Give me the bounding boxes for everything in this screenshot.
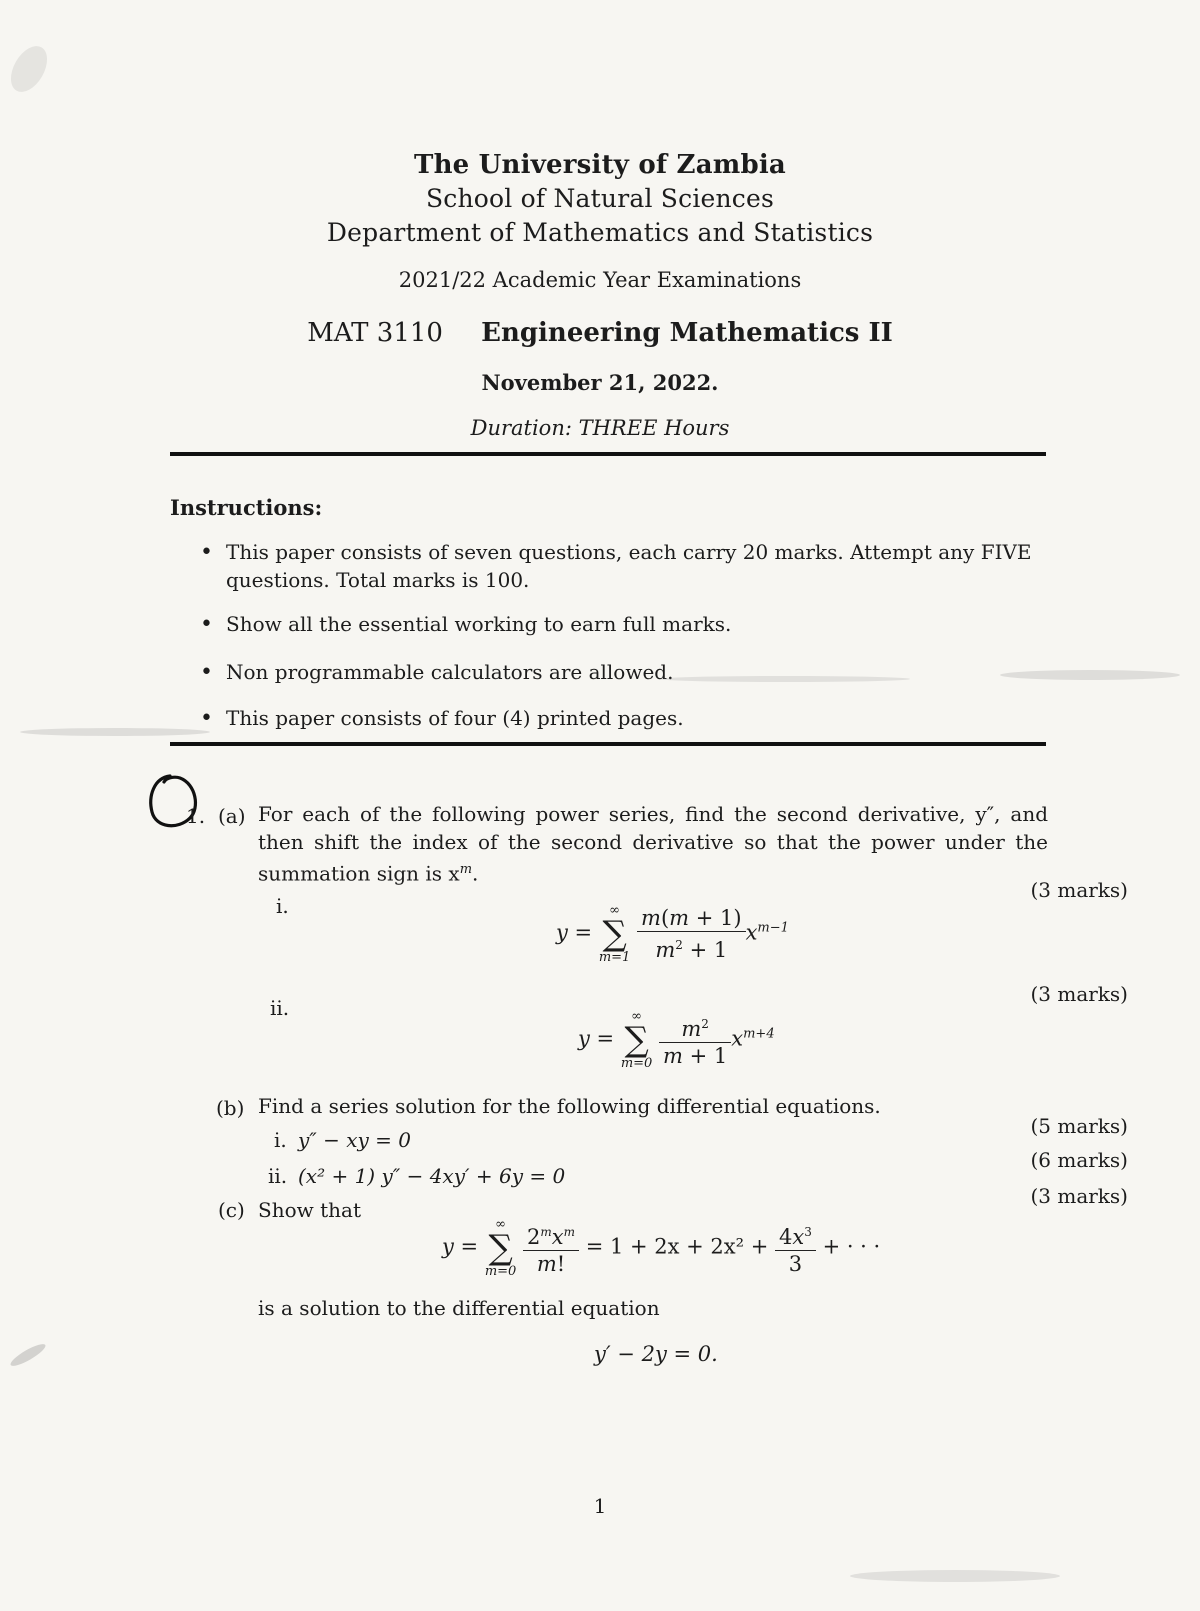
school-name: School of Natural Sciences (425, 184, 775, 213)
part-b-text: Find a series solution for the following differential equations. (258, 1094, 881, 1118)
instruction-item: Show all the essential working to earn full marks. (226, 612, 732, 636)
equation-a-i: y = ∞ ∑ m=1 $\frac{m(m + 1)}{m^2 + 1}$ $x^{m-1}$ (556, 903, 789, 965)
header-divider (170, 452, 1046, 456)
part-b-i-label: i. (274, 1128, 287, 1152)
part-c-label: (c) (218, 1198, 245, 1222)
marks-b-i: (5 marks) (1030, 1114, 1128, 1138)
scan-smudge (20, 728, 210, 736)
scan-smudge (660, 676, 910, 682)
scan-smudge (1000, 670, 1180, 680)
part-a-statement: For each of the following power series, find the second derivative, y″, and then shift the index of the second derivative so that the power under the summation sign is x (258, 802, 1048, 886)
part-b-ii-label: ii. (268, 1164, 288, 1188)
scan-smudge (8, 1341, 48, 1370)
marks-b-ii: (6 marks) (1030, 1148, 1128, 1172)
instructions-heading: Instructions: (170, 495, 323, 520)
bullet-icon: • (200, 706, 213, 731)
marks-a-ii: (3 marks) (1030, 982, 1128, 1006)
course-line (0, 318, 1200, 348)
part-a-label: (a) (218, 804, 246, 828)
bullet-icon: • (200, 540, 213, 565)
instruction-item: Non programmable calculators are allowed. (226, 660, 674, 684)
part-c-differential-equation: y′ − 2y = 0. (594, 1342, 718, 1366)
part-a-i-label: i. (276, 894, 289, 918)
exam-date: November 21, 2022. (481, 370, 719, 395)
page-number: 1 (593, 1494, 607, 1518)
question-number: 1. (186, 804, 206, 828)
part-a-text (258, 800, 1048, 888)
instruction-item: This paper consists of four (4) printed pages. (226, 706, 684, 730)
marks-c: (3 marks) (1030, 1184, 1128, 1208)
instructions-divider (170, 742, 1046, 746)
course-code: MAT 3110 (307, 318, 443, 348)
part-a-ii-label: ii. (270, 996, 290, 1020)
part-b-ii-equation: (x² + 1) y″ − 4xy′ + 6y = 0 (298, 1164, 566, 1188)
part-a-period: . (472, 861, 479, 886)
part-c-text: Show that (258, 1198, 361, 1222)
exam-duration: Duration: THREE Hours (470, 416, 730, 440)
equation-c-tail: + · · · (822, 1234, 881, 1259)
equation-c: y = ∞ ∑ m=0 $\frac{2^mx^m}{m!}$ = 1 + 2x + 2x² + $\frac{4x^3}{3}$ + · · · (442, 1217, 881, 1279)
exam-year: 2021/22 Academic Year Examinations (398, 268, 802, 292)
scan-smudge (4, 40, 55, 98)
part-c-follow-text: is a solution to the differential equation (258, 1296, 660, 1320)
part-a-superscript: m (459, 862, 473, 877)
bullet-icon: • (200, 660, 213, 685)
course-title: Engineering Mathematics II (481, 318, 893, 348)
equation-c-expansion: = 1 + 2x + 2x² + (585, 1234, 769, 1259)
university-name: The University of Zambia (414, 150, 786, 180)
part-b-label: (b) (216, 1096, 245, 1120)
scan-smudge (850, 1570, 1060, 1582)
marks-a-i: (3 marks) (1030, 878, 1128, 902)
equation-a-ii: y = ∞ ∑ m=0 $\frac{m^2}{m + 1}$ $x^{m+4}$ (578, 1009, 775, 1071)
bullet-icon: • (200, 612, 213, 637)
department-name: Department of Mathematics and Statistics (326, 218, 874, 247)
part-b-i-equation: y″ − xy = 0 (298, 1128, 412, 1152)
instruction-item: This paper consists of seven questions, each carry 20 marks. Attempt any FIVE questions. Total marks is 100. (226, 540, 1032, 592)
